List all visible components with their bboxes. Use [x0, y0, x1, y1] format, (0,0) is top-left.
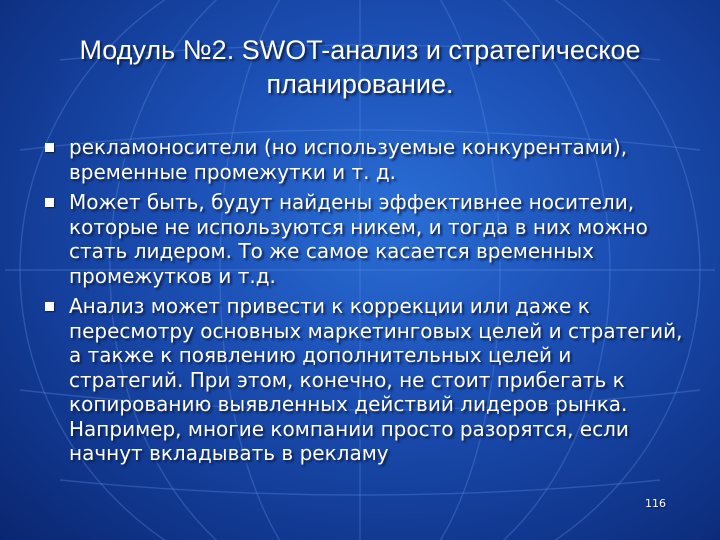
slide-title: [40, 33, 680, 101]
slide-title-line-2: планирование.: [266, 69, 454, 99]
square-bullet-icon: [45, 302, 54, 311]
bullet-text: Анализ может привести к коррекции или даже к пересмотру основных маркетинговых целей и стратегий, а также к появлению дополнительных целей и стратегий. При этом, конечно, не стоит прибегать к копированию выявленных действий лидеров рынка. Например, многие компании просто разорятся, если начнут вкладывать в рекламу: [69, 294, 683, 465]
bullet-list: [45, 135, 685, 472]
square-bullet-icon: [45, 198, 54, 207]
bullet-text: рекламоносители (но используемые конкурентами), временные промежутки и т. д.: [69, 135, 628, 184]
bullet-text: Может быть, будут найдены эффективнее носители, которые не используются никем, и тогда в них можно стать лидером. То же самое касается временных промежутков и т.д.: [69, 190, 648, 288]
slide-title-line-1: Модуль №2. SWOT-анализ и стратегическое: [79, 35, 641, 65]
bullet-item: [45, 190, 685, 288]
bullet-item: [45, 135, 685, 184]
page-number: 116: [645, 497, 666, 510]
bullet-item: [45, 294, 685, 466]
square-bullet-icon: [45, 143, 54, 152]
